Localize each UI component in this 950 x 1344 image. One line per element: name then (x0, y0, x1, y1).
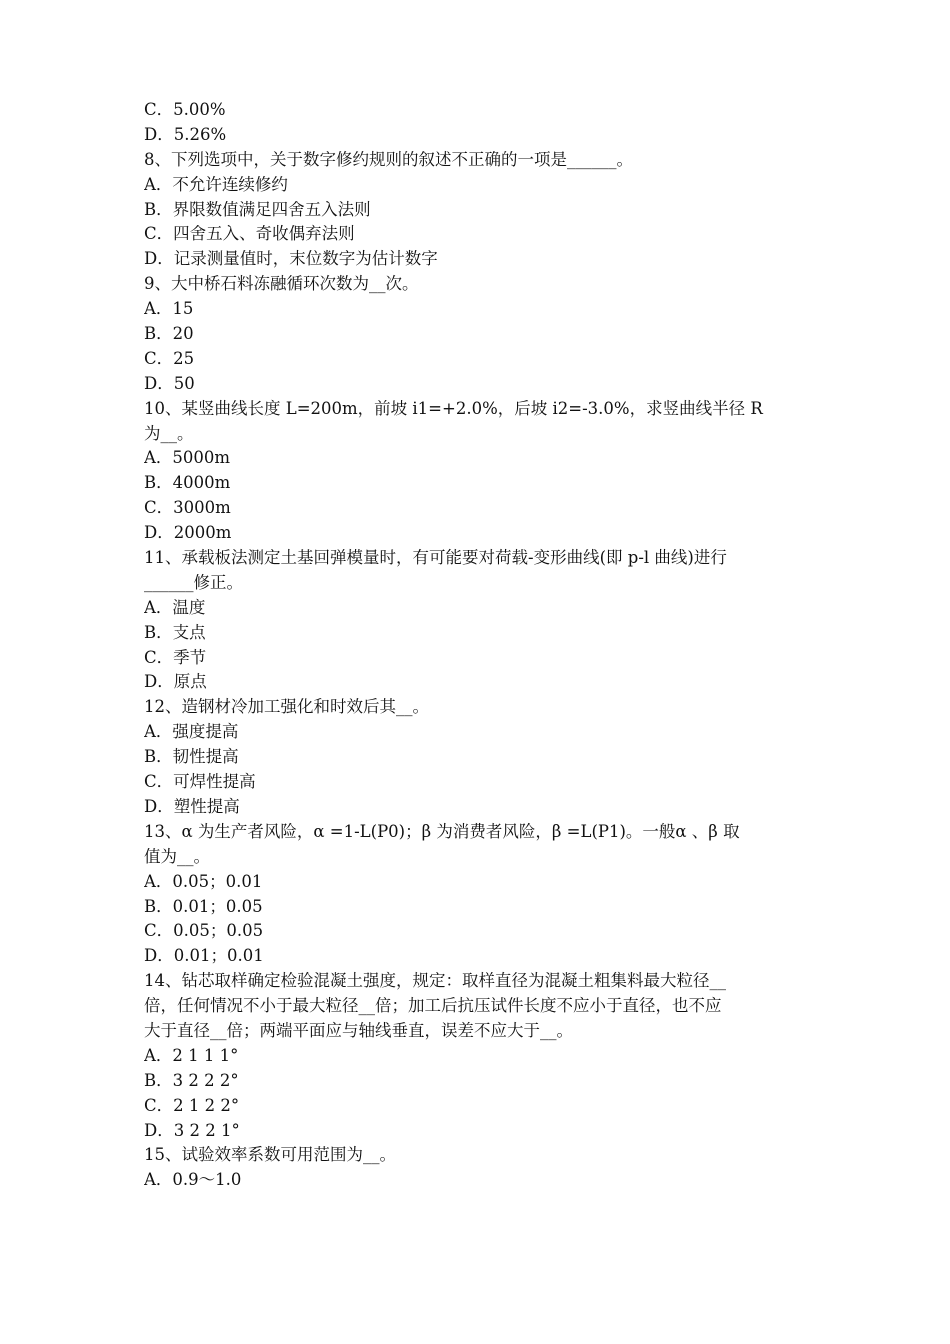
question-8-option-b: B．界限数值满足四舍五入法则 (144, 199, 371, 219)
question-13-option-c: C．0.05；0.05 (144, 921, 264, 941)
question-11-option-a: A．温度 (144, 597, 206, 617)
question-8: 8、下列选项中，关于数字修约规则的叙述不正确的一项是______。 (144, 149, 633, 169)
question-14-line-3: 大于直径__倍；两端平面应与轴线垂直，误差不应大于__。 (144, 1020, 573, 1040)
question-14-option-b: B．3 2 2 2° (144, 1070, 239, 1090)
question-12-option-a: A．强度提高 (144, 722, 239, 742)
option-c-previous: C．5.00% (144, 100, 226, 119)
question-11-option-c: C．季节 (144, 647, 207, 667)
question-13-option-a: A．0.05；0.01 (144, 871, 263, 891)
question-9-option-c: C．25 (144, 348, 195, 368)
question-14-line-1: 14、钻芯取样确定检验混凝土强度，规定：取样直径为混凝土粗集料最大粒径__ (144, 971, 726, 991)
question-15-option-a: A．0.9～1.0 (144, 1170, 242, 1190)
question-11-line-1: 11、承载板法测定土基回弹模量时，有可能要对荷载-变形曲线(即 p-l 曲线)进行 (144, 548, 727, 568)
question-10-option-a: A．5000m (144, 448, 231, 468)
question-10-line-1: 10、某竖曲线长度 L=200m，前坡 i1=+2.0%，后坡 i2=-3.0%，求竖曲线半径 R (144, 398, 763, 418)
question-11-line-2: ______修正。 (144, 572, 243, 592)
question-12-option-d: D．塑性提高 (144, 796, 240, 816)
question-10-option-c: C．3000m (144, 498, 231, 518)
question-10-option-b: B．4000m (144, 473, 231, 493)
question-9: 9、大中桥石料冻融循环次数为__次。 (144, 274, 419, 294)
question-8-option-c: C．四舍五入、奇收偶弃法则 (144, 224, 355, 244)
question-13-line-1: 13、α 为生产者风险，α =1-L(P0)；β 为消费者风险，β =L(P1)。一般α 、β 取 (144, 821, 740, 841)
question-13-option-b: B．0.01；0.05 (144, 896, 263, 916)
question-8-option-d: D．记录测量值时，末位数字为估计数字 (144, 249, 438, 269)
question-8-option-a: A．不允许连续修约 (144, 174, 288, 194)
question-12-option-c: C．可焊性提高 (144, 772, 256, 792)
question-14-option-c: C．2 1 2 2° (144, 1095, 240, 1115)
question-10-line-2: 为__。 (144, 423, 194, 443)
question-11-option-b: B．支点 (144, 622, 206, 642)
question-9-option-b: B．20 (144, 324, 194, 344)
question-15: 15、试验效率系数可用范围为__。 (144, 1145, 396, 1165)
document-body (144, 98, 808, 1193)
option-d-previous: D．5.26% (144, 124, 227, 144)
question-11-option-d: D．原点 (144, 672, 207, 692)
question-10-option-d: D．2000m (144, 523, 232, 543)
question-12-option-b: B．韧性提高 (144, 747, 239, 767)
question-9-option-a: A．15 (144, 299, 194, 319)
question-12: 12、造钢材冷加工强化和时效后其__。 (144, 697, 429, 717)
question-14-option-a: A．2 1 1 1° (144, 1045, 239, 1065)
question-13-line-2: 值为__。 (144, 846, 210, 866)
question-9-option-d: D．50 (144, 373, 195, 393)
question-14-option-d: D．3 2 2 1° (144, 1120, 240, 1140)
question-14-line-2: 倍，任何情况不小于最大粒径__倍；加工后抗压试件长度不应小于直径，也不应 (144, 996, 722, 1016)
question-13-option-d: D．0.01；0.01 (144, 946, 264, 966)
